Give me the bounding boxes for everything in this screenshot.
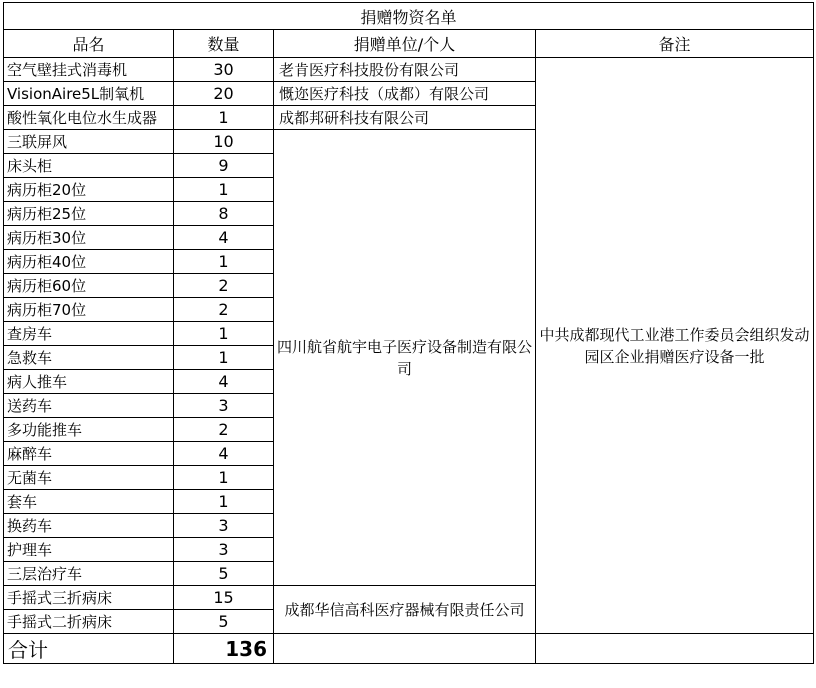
header-donor[interactable]: 捐赠单位/个人 [274, 30, 536, 58]
total-label-cell[interactable]: 合计 [4, 634, 174, 664]
item-qty-cell[interactable]: 3 [174, 538, 274, 562]
item-name-cell[interactable]: 酸性氧化电位水生成器 [4, 106, 174, 130]
item-qty-cell[interactable]: 15 [174, 586, 274, 610]
item-qty-cell[interactable]: 1 [174, 250, 274, 274]
item-name-cell[interactable]: 三层治疗车 [4, 562, 174, 586]
item-qty-cell[interactable]: 1 [174, 322, 274, 346]
item-qty-cell[interactable]: 2 [174, 274, 274, 298]
item-name-cell[interactable]: 病历柜60位 [4, 274, 174, 298]
header-name[interactable]: 品名 [4, 30, 174, 58]
item-name-cell[interactable]: 病历柜30位 [4, 226, 174, 250]
item-qty-cell[interactable]: 5 [174, 610, 274, 634]
item-name-cell[interactable]: 三联屏风 [4, 130, 174, 154]
item-qty-cell[interactable]: 4 [174, 370, 274, 394]
donor-cell[interactable]: 四川航省航宇电子医疗设备制造有限公司 [274, 130, 536, 586]
item-qty-cell[interactable]: 1 [174, 106, 274, 130]
item-name-cell[interactable]: 病历柜40位 [4, 250, 174, 274]
note-cell[interactable]: 中共成都现代工业港工作委员会组织发动园区企业捐赠医疗设备一批 [536, 58, 814, 634]
total-row [4, 634, 814, 664]
item-name-cell[interactable]: 换药车 [4, 514, 174, 538]
item-name-cell[interactable]: 麻醉车 [4, 442, 174, 466]
item-name-cell[interactable]: 急救车 [4, 346, 174, 370]
empty-cell[interactable] [274, 634, 536, 664]
item-qty-cell[interactable]: 10 [174, 130, 274, 154]
item-qty-cell[interactable]: 30 [174, 58, 274, 82]
sheet-title[interactable]: 捐赠物资名单 [4, 3, 814, 30]
header-note[interactable]: 备注 [536, 30, 814, 58]
item-qty-cell[interactable]: 2 [174, 298, 274, 322]
donor-cell[interactable]: 成都邦研科技有限公司 [274, 106, 536, 130]
total-value-cell[interactable]: 136 [174, 634, 274, 664]
item-qty-cell[interactable]: 1 [174, 346, 274, 370]
item-name-cell[interactable]: 空气壁挂式消毒机 [4, 58, 174, 82]
donor-cell[interactable]: 成都华信高科医疗器械有限责任公司 [274, 586, 536, 634]
donor-cell[interactable]: 老肯医疗科技股份有限公司 [274, 58, 536, 82]
empty-cell[interactable] [536, 634, 814, 664]
item-name-cell[interactable]: 查房车 [4, 322, 174, 346]
item-qty-cell[interactable]: 20 [174, 82, 274, 106]
item-name-cell[interactable]: 护理车 [4, 538, 174, 562]
table-row [4, 58, 814, 82]
item-qty-cell[interactable]: 2 [174, 418, 274, 442]
donation-table [3, 2, 814, 664]
item-name-cell[interactable]: 手摇式二折病床 [4, 610, 174, 634]
item-name-cell[interactable]: VisionAire5L制氧机 [4, 82, 174, 106]
item-qty-cell[interactable]: 5 [174, 562, 274, 586]
item-name-cell[interactable]: 床头柜 [4, 154, 174, 178]
item-name-cell[interactable]: 病历柜25位 [4, 202, 174, 226]
item-qty-cell[interactable]: 4 [174, 226, 274, 250]
item-qty-cell[interactable]: 8 [174, 202, 274, 226]
item-qty-cell[interactable]: 4 [174, 442, 274, 466]
item-name-cell[interactable]: 病人推车 [4, 370, 174, 394]
item-qty-cell[interactable]: 9 [174, 154, 274, 178]
item-name-cell[interactable]: 无菌车 [4, 466, 174, 490]
item-name-cell[interactable]: 病历柜20位 [4, 178, 174, 202]
item-name-cell[interactable]: 病历柜70位 [4, 298, 174, 322]
item-qty-cell[interactable]: 1 [174, 466, 274, 490]
item-name-cell[interactable]: 套车 [4, 490, 174, 514]
item-qty-cell[interactable]: 1 [174, 178, 274, 202]
donor-cell[interactable]: 慨迩医疗科技（成都）有限公司 [274, 82, 536, 106]
item-name-cell[interactable]: 送药车 [4, 394, 174, 418]
header-qty[interactable]: 数量 [174, 30, 274, 58]
item-qty-cell[interactable]: 1 [174, 490, 274, 514]
item-name-cell[interactable]: 多功能推车 [4, 418, 174, 442]
item-name-cell[interactable]: 手摇式三折病床 [4, 586, 174, 610]
item-qty-cell[interactable]: 3 [174, 514, 274, 538]
item-qty-cell[interactable]: 3 [174, 394, 274, 418]
